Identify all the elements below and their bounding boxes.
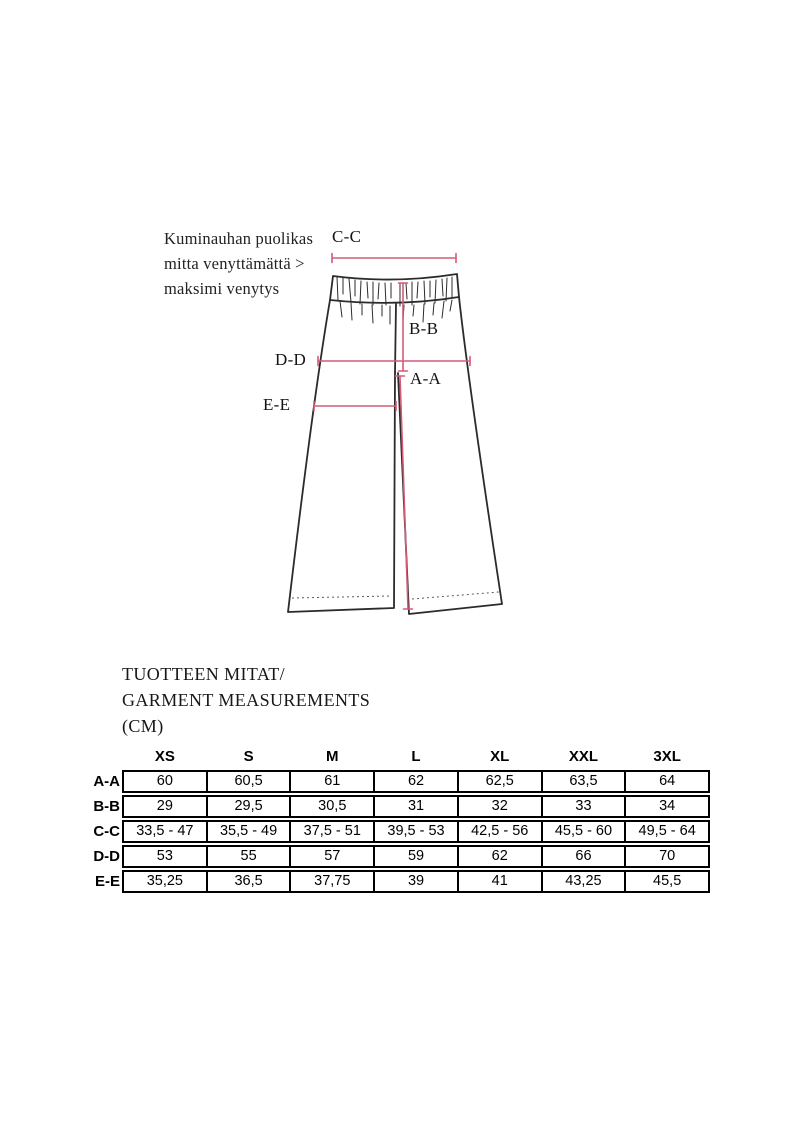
row-label-cc: C-C [93, 823, 120, 840]
table-cell: 42,5 - 56 [457, 822, 541, 841]
table-cell: 43,25 [541, 872, 625, 891]
table-row-ee [84, 870, 710, 893]
table-cell: 36,5 [206, 872, 290, 891]
annotation-line: maksimi venytys [164, 279, 280, 298]
table-cell: 30,5 [289, 797, 373, 816]
table-cell: 31 [373, 797, 457, 816]
row-label-aa: A-A [93, 773, 120, 790]
table-cell: 35,25 [146, 873, 183, 889]
table-cell: 62 [457, 847, 541, 866]
measurement-label-bb: B-B [409, 319, 439, 338]
table-cell: 39 [373, 872, 457, 891]
table-cell: 64 [624, 772, 708, 791]
measurement-label-aa: A-A [410, 369, 442, 388]
table-cell: 39,5 - 53 [373, 822, 457, 841]
pants-outline [288, 274, 502, 614]
table-cell: 70 [624, 847, 708, 866]
table-cell: 62 [373, 772, 457, 791]
table-cell: 34 [624, 797, 708, 816]
table-cell: 60,5 [206, 772, 290, 791]
table-cell: 37,75 [289, 872, 373, 891]
header-spacer [84, 745, 122, 768]
table-cell: 41 [457, 872, 541, 891]
column-header-s: S [243, 748, 254, 765]
column-header-l: L [411, 748, 421, 765]
table-cell: 59 [373, 847, 457, 866]
row-label-bb: B-B [93, 798, 120, 815]
table-title-line: TUOTTEEN MITAT/ [122, 664, 286, 684]
table-cell: 53 [156, 848, 173, 864]
table-cell: 33,5 - 47 [136, 823, 194, 839]
measurement-label-ee: E-E [263, 395, 291, 414]
table-title-line: GARMENT MEASUREMENTS [122, 690, 371, 710]
table-cell: 62,5 [457, 772, 541, 791]
table-cell: 29 [156, 798, 173, 814]
column-header-3xl: 3XL [653, 748, 681, 765]
table-cell: 49,5 - 64 [624, 822, 708, 841]
measurement-label-cc: C-C [332, 227, 362, 246]
annotation-line: Kuminauhan puolikas [164, 229, 314, 248]
table-cell: 60 [156, 773, 173, 789]
row-label-dd: D-D [93, 848, 120, 865]
size-table [84, 745, 710, 895]
column-header-xl: XL [490, 748, 510, 765]
table-title-line: (CM) [122, 716, 164, 736]
annotation-line: mitta venyttämättä > [164, 254, 305, 273]
column-header-m: M [326, 748, 339, 765]
table-cell: 32 [457, 797, 541, 816]
table-cell: 33 [541, 797, 625, 816]
column-header-xxl: XXL [568, 748, 599, 765]
table-cell: 61 [289, 772, 373, 791]
table-title [122, 661, 370, 739]
hem-dotted-lines [292, 592, 499, 599]
column-header-xs: XS [154, 748, 175, 765]
table-cell: 35,5 - 49 [206, 822, 290, 841]
table-cell: 66 [541, 847, 625, 866]
measurement-lines [314, 254, 470, 610]
table-cell: 45,5 - 60 [541, 822, 625, 841]
table-cell: 45,5 [624, 872, 708, 891]
table-cell: 37,5 - 51 [289, 822, 373, 841]
table-row-aa [84, 770, 710, 793]
table-cell: 55 [206, 847, 290, 866]
measurement-label-dd: D-D [275, 350, 307, 369]
table-cell: 57 [289, 847, 373, 866]
table-row-cc [84, 820, 710, 843]
elastic-annotation [164, 226, 313, 301]
table-cell: 63,5 [541, 772, 625, 791]
table-row-bb [84, 795, 710, 818]
table-header-row [84, 745, 710, 768]
table-row-dd [84, 845, 710, 868]
table-cell: 29,5 [206, 797, 290, 816]
row-label-ee: E-E [94, 873, 120, 890]
